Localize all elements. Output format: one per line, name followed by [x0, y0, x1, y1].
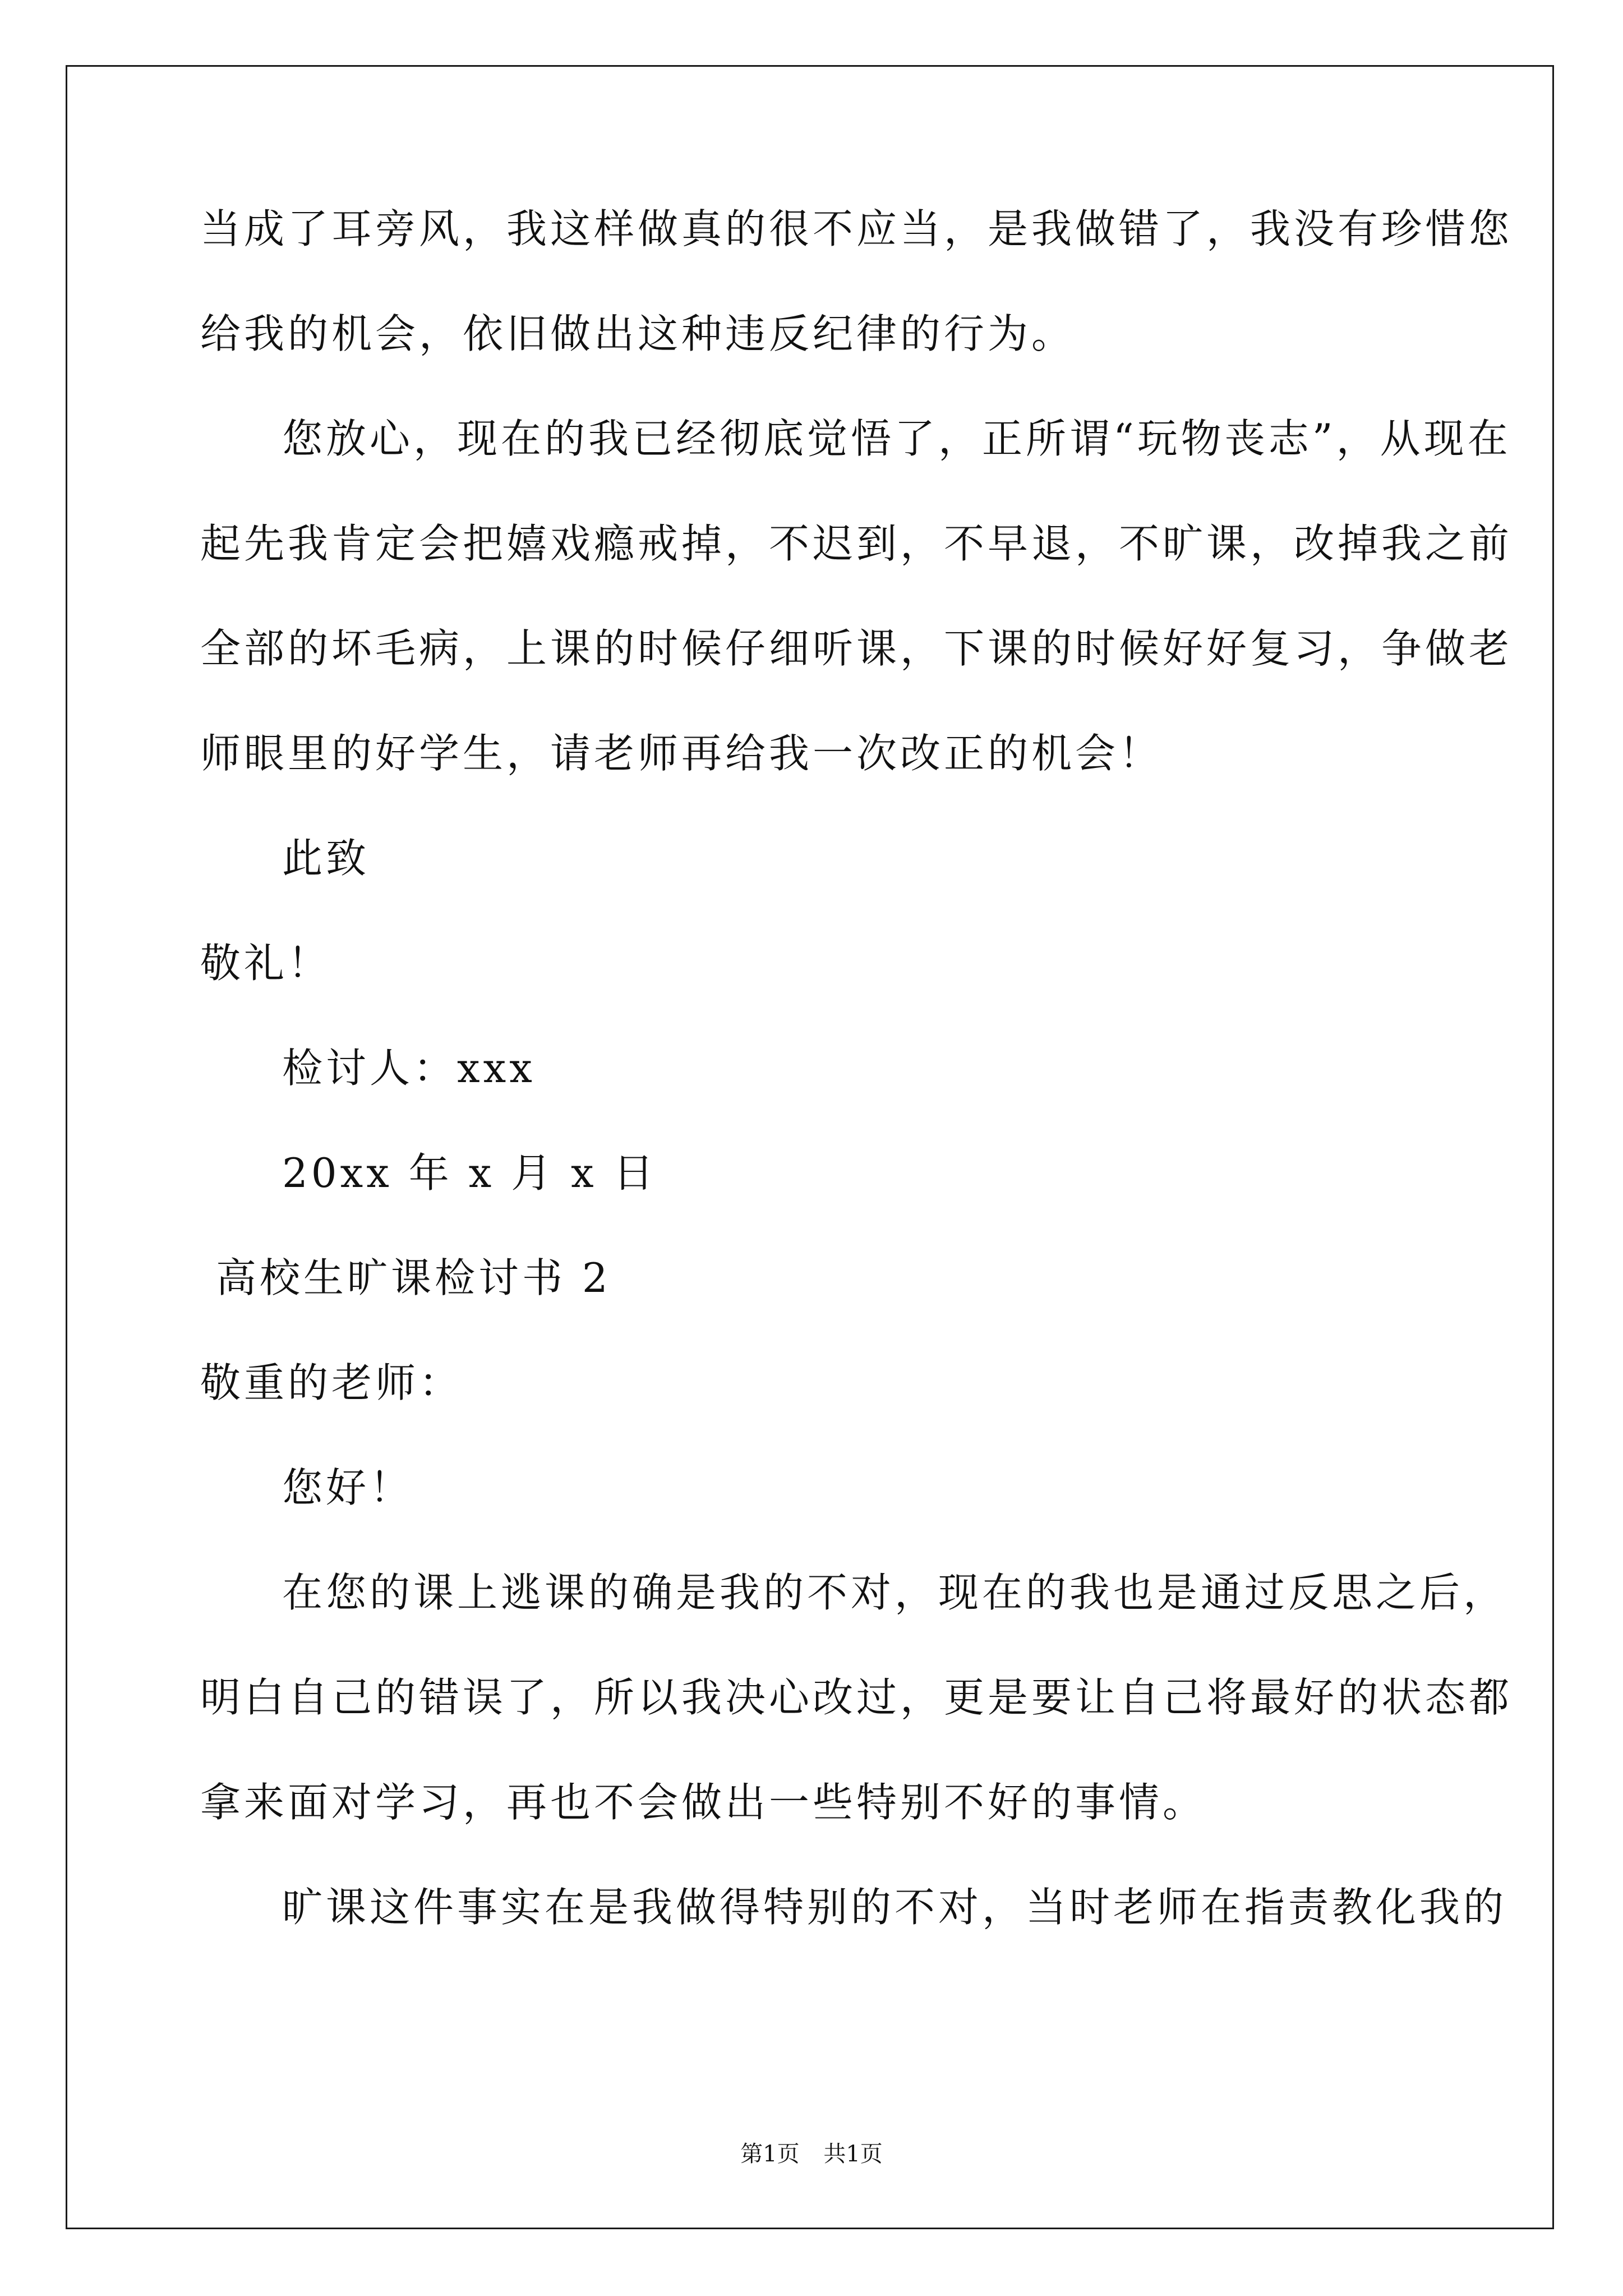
- body-line: 在您的课上逃课的确是我的不对，现在的我也是通过反思之后，: [282, 1569, 1507, 1616]
- greeting: 您好！: [282, 1464, 414, 1511]
- closing-regards: 敬礼！: [200, 940, 332, 987]
- document-body: [200, 205, 1513, 1992]
- body-line: 明白自己的错误了，所以我决心改过，更是要让自己将最好的状态都: [200, 1674, 1513, 1721]
- closing-salutation: 此致: [282, 835, 370, 882]
- body-line: 起先我肯定会把嬉戏瘾戒掉，不迟到，不早退，不旷课，改掉我之前: [200, 520, 1513, 567]
- body-line: 您放心，现在的我已经彻底觉悟了，正所谓“玩物丧志”，从现在: [282, 415, 1511, 462]
- greeting-recipient: 敬重的老师：: [200, 1359, 463, 1406]
- body-line: 全部的坏毛病，上课的时候仔细听课，下课的时候好好复习，争做老: [200, 625, 1513, 672]
- date-line: 20xx 年 x 月 x 日: [282, 1149, 657, 1197]
- body-line: 给我的机会，依旧做出这种违反纪律的行为。: [200, 310, 1076, 357]
- body-line: 拿来面对学习，再也不会做出一些特别不好的事情。: [200, 1779, 1207, 1826]
- section-title: 高校生旷课检讨书 2: [216, 1254, 611, 1301]
- body-line: 旷课这件事实在是我做得特别的不对，当时老师在指责教化我的: [282, 1884, 1507, 1931]
- body-line: 当成了耳旁风，我这样做真的很不应当，是我做错了，我没有珍惜您: [200, 205, 1513, 252]
- page-number-footer: 第1页 共1页: [740, 2141, 883, 2167]
- body-line: 师眼里的好学生，请老师再给我一次改正的机会！: [200, 730, 1163, 777]
- author-signature: 检讨人：xxx: [282, 1045, 536, 1092]
